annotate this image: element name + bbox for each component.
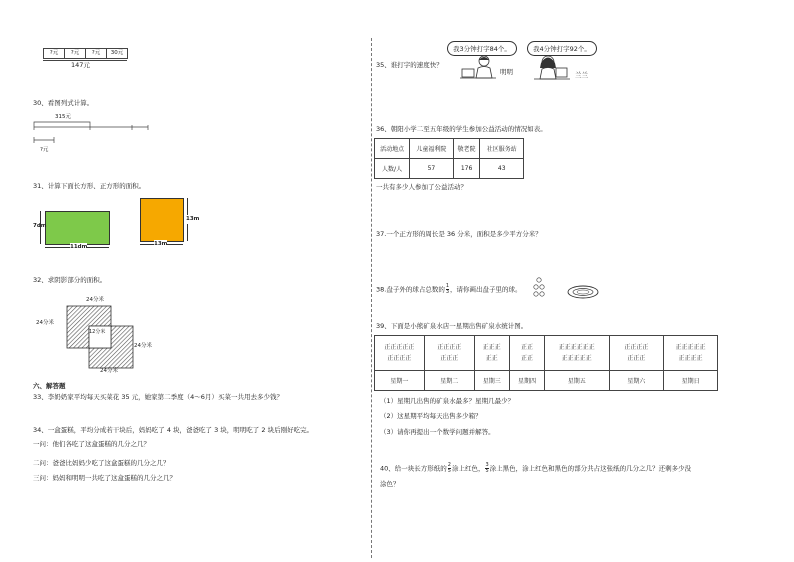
q39-ask3: （3）请你再提出一个数学问题并解答。 <box>380 428 495 436</box>
q36-cell-1: 57 <box>410 159 454 179</box>
q39-tally-4 <box>545 336 609 371</box>
q33-text: 33、李奶奶家平均每天买菜花 35 元，她家第二季度（4～6月）买菜一共用去多少钱？ <box>33 393 283 401</box>
q35-bubble-1: 我3分钟打字84个。 <box>447 41 517 56</box>
q40-f1-num: 2 <box>447 462 451 468</box>
q30-bottom-label: ?元 <box>40 147 49 153</box>
q37-text: 37.一个正方形的周长是 36 分米，面积是多少平方分米？ <box>376 230 542 238</box>
q39-day-2: 星期三 <box>474 371 509 391</box>
q35-text: 35、谁打字的速度快？ <box>376 61 443 69</box>
balls-icon <box>532 276 546 300</box>
section-title: 六、解答题 <box>33 382 66 390</box>
q35-bubble-2: 我4分钟打字92个。 <box>527 41 597 56</box>
q31-square-side-right: 13m <box>186 216 200 222</box>
q38-den: 3 <box>445 289 450 295</box>
q38-fraction <box>446 284 449 295</box>
q39-tally-line: 正正正正 <box>387 355 412 362</box>
q29-total: 147元 <box>71 61 90 69</box>
q31-rect-height: 7dm <box>33 223 47 229</box>
q38-text <box>376 284 522 295</box>
person-typing-2-icon <box>530 54 570 82</box>
q34-ask2: 二问：爸爸比妈妈少吃了这盒蛋糕的几分之几？ <box>33 459 170 467</box>
q31-rectangle <box>45 211 110 245</box>
q39-day-0: 星期一 <box>375 371 425 391</box>
q39-tally-5 <box>609 336 664 371</box>
q39-tally-line: 正正 <box>485 355 498 362</box>
q36-header-0: 活动地点 <box>375 139 410 159</box>
q36-cell-2: 176 <box>453 159 480 179</box>
q40-text <box>380 463 691 474</box>
q39-tally-line: 正正正正 <box>437 344 462 351</box>
q29-seg-1: ?元 <box>43 48 65 59</box>
q35-name-2: 兰兰 <box>575 71 588 79</box>
q36-header-2: 敬老院 <box>453 139 480 159</box>
q32-text: 32、求阴影部分的面积。 <box>33 276 107 284</box>
q39-tally-line: 正正正正正 <box>675 344 706 351</box>
q39-day-1: 星期二 <box>424 371 474 391</box>
q39-tally-line: 正正正 <box>627 355 646 362</box>
person-typing-1-icon <box>460 54 500 82</box>
q39-tally-2 <box>474 336 509 371</box>
q39-day-5: 星期六 <box>609 371 664 391</box>
q39-day-6: 星期日 <box>664 371 718 391</box>
q40-f2-den: 5 <box>485 468 489 474</box>
q29-seg-3: ?元 <box>85 48 107 59</box>
q40-part2: 涂上红色， <box>451 464 485 473</box>
q31-square-side-bottom: 13m <box>154 241 168 247</box>
q36-cell-3: 43 <box>480 159 524 179</box>
q30-top-label: 315元 <box>55 114 71 120</box>
q39-tally-3 <box>509 336 544 371</box>
q36-ask: 一共有多少人参加了公益活动？ <box>376 183 467 191</box>
q36-table <box>374 138 524 179</box>
q40-fraction-1 <box>448 463 451 474</box>
q39-tally-0 <box>375 336 425 371</box>
q31-rect-width: 11dm <box>70 244 88 250</box>
q39-tally-line: 正正正 <box>482 344 501 351</box>
q39-tally-line: 正正正 <box>440 355 459 362</box>
q34-intro: 34、一盒蛋糕，平均分成若干块后，妈妈吃了 4 块，爸爸吃了 3 块，明明吃了 2 块后刚好吃完。 <box>33 426 314 434</box>
q36-cell-0: 人数/人 <box>375 159 410 179</box>
q38-after: ，请你画出盘子里的球。 <box>450 285 522 294</box>
q29-seg-4: 30元 <box>106 48 128 59</box>
q40-fraction-2 <box>485 463 488 474</box>
q39-tally-line: 正正正正 <box>624 344 649 351</box>
q32-left-label: 24分米 <box>36 320 54 326</box>
q38-before: 38.盘子外的球占总数的 <box>376 285 445 294</box>
q39-day-3: 星期四 <box>509 371 544 391</box>
q40-f1-den: 5 <box>447 468 451 474</box>
q32-top-label: 24分米 <box>86 297 104 303</box>
q30-text: 30、看图列式计算。 <box>33 99 94 107</box>
q39-tally-line: 正正正正 <box>678 355 703 362</box>
q34-ask1: 一问：他们各吃了这盒蛋糕的几分之几？ <box>33 440 150 448</box>
plate-icon <box>566 284 600 300</box>
q39-tally-line: 正正 <box>520 355 533 362</box>
q40-f2-num: 3 <box>485 462 489 468</box>
q39-tally-line: 正正正正正 <box>561 355 592 362</box>
q32-center-label: 12分米 <box>89 329 106 335</box>
q36-header-1: 儿童福利院 <box>410 139 454 159</box>
q35-name-1: 明明 <box>500 68 513 76</box>
q38-num: 1 <box>445 283 450 289</box>
q31-square <box>140 198 184 242</box>
column-divider <box>371 38 372 558</box>
q32-right-label: 24分米 <box>134 343 152 349</box>
q39-tally-1 <box>424 336 474 371</box>
q36-header-3: 社区服务站 <box>480 139 524 159</box>
q30-diagram <box>32 118 152 148</box>
q36-text: 36、朝阳小学二至五年级的学生参加公益活动的情况如表。 <box>376 125 547 133</box>
q39-ask1: （1）星期几出售的矿泉水最多？星期几最少？ <box>380 397 515 405</box>
q39-day-4: 星期五 <box>545 371 609 391</box>
q40-line2: 涂色？ <box>380 480 400 488</box>
q32-bottom-label: 24分米 <box>100 368 118 374</box>
q39-tally-line: 正正正正正正 <box>558 344 595 351</box>
q40-part1: 40、给一块长方形纸的 <box>380 464 447 473</box>
q34-ask3: 三问：妈妈和明明一共吃了这盒蛋糕的几分之几？ <box>33 474 176 482</box>
q39-tally-line: 正正正正正 <box>384 344 415 351</box>
q39-table <box>374 335 718 391</box>
q39-text: 39、下面是小熊矿泉水店一星期出售矿泉水统计图。 <box>376 322 528 330</box>
q39-tally-line: 正正 <box>520 344 533 351</box>
q29-seg-2: ?元 <box>64 48 86 59</box>
q40-part3: 涂上黑色，涂上红色和黑色的部分共占这张纸的几分之几？还剩多少没 <box>489 464 692 473</box>
q39-ask2: （2）这星期平均每天出售多少箱？ <box>380 412 482 420</box>
q39-tally-6 <box>664 336 718 371</box>
q31-text: 31、计算下面长方形、正方形的面积。 <box>33 182 146 190</box>
q29-diagram <box>43 48 123 70</box>
